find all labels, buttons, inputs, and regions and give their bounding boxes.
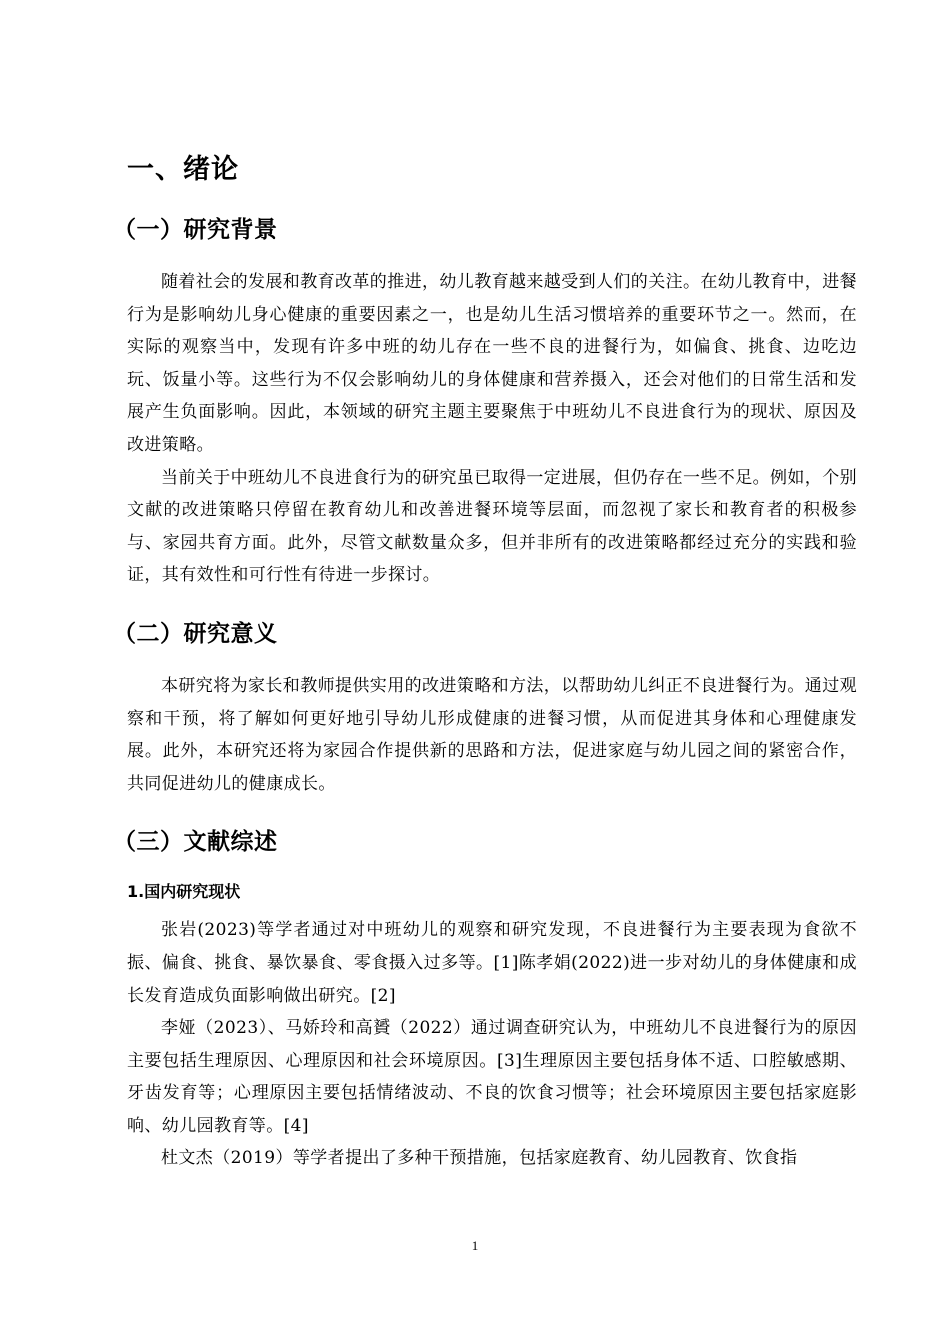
section-significance [113,616,857,800]
paragraph: 张岩(2023)等学者通过对中班幼儿的观察和研究发现，不良进餐行为主要表现为食欲不振、偏食、挑食、暴饮暴食、零食摄入过多等。[1]陈孝娟(2022)进一步对幼儿的身体健康和成长发育造成负面影响做出研究。[2] [127,920,857,1006]
section-heading: （二）研究意义 [113,620,278,647]
page-content [113,150,857,1175]
section-spacer [127,592,857,616]
section-background [113,212,857,592]
section-heading: （三）文献综述 [113,829,278,856]
section-literature-review [113,824,857,1175]
section-heading: （一）研究背景 [113,217,278,243]
section-spacer [127,800,857,824]
page-number: 1 [471,1238,479,1253]
chapter-title: 一、绪论 [127,154,239,185]
paragraph: 李娅（2023）、马娇玲和高贇（2022）通过调查研究认为，中班幼儿不良进餐行为的原因主要包括生理原因、心理原因和社会环境原因。[3]生理原因主要包括身体不适、口腔敏感期、牙齿发育等；心理原因主要包括情绪波动、不良的饮食习惯等；社会环境原因主要包括家庭影响、幼儿园教育等。[4] [127,1018,857,1136]
subsection-heading: 1.国内研究现状 [127,882,241,902]
paragraph: 当前关于中班幼儿不良进食行为的研究虽已取得一定进展，但仍存在一些不足。例如，个别文献的改进策略只停留在教育幼儿和改善进餐环境等层面，而忽视了家长和教育者的积极参与、家园共育方面。此外，尽管文献数量众多，但并非所有的改进策略都经过充分的实践和验证，其有效性和可行性有待进一步探讨。 [127,467,857,586]
paragraph: 杜文杰（2019）等学者提出了多种干预措施，包括家庭教育、幼儿园教育、饮食指 [161,1148,798,1169]
paragraph: 随着社会的发展和教育改革的推进，幼儿教育越来越受到人们的关注。在幼儿教育中，进餐行为是影响幼儿身心健康的重要因素之一，也是幼儿生活习惯培养的重要环节之一。然而，在实际的观察当中，发现有许多中班的幼儿存在一些不良的进餐行为，如偏食、挑食、边吃边玩、饭量小等。这些行为不仅会影响幼儿的身体健康和营养摄入，还会对他们的日常生活和发展产生负面影响。因此，本领域的研究主题主要聚焦于中班幼儿不良进食行为的现状、原因及改进策略。 [127,272,857,455]
paragraph: 本研究将为家长和教师提供实用的改进策略和方法，以帮助幼儿纠正不良进餐行为。通过观察和干预，将了解如何更好地引导幼儿形成健康的进餐习惯，从而促进其身体和心理健康发展。此外，本研究还将为家园合作提供新的思路和方法，促进家庭与幼儿园之间的紧密合作，共同促进幼儿的健康成长。 [127,675,857,794]
